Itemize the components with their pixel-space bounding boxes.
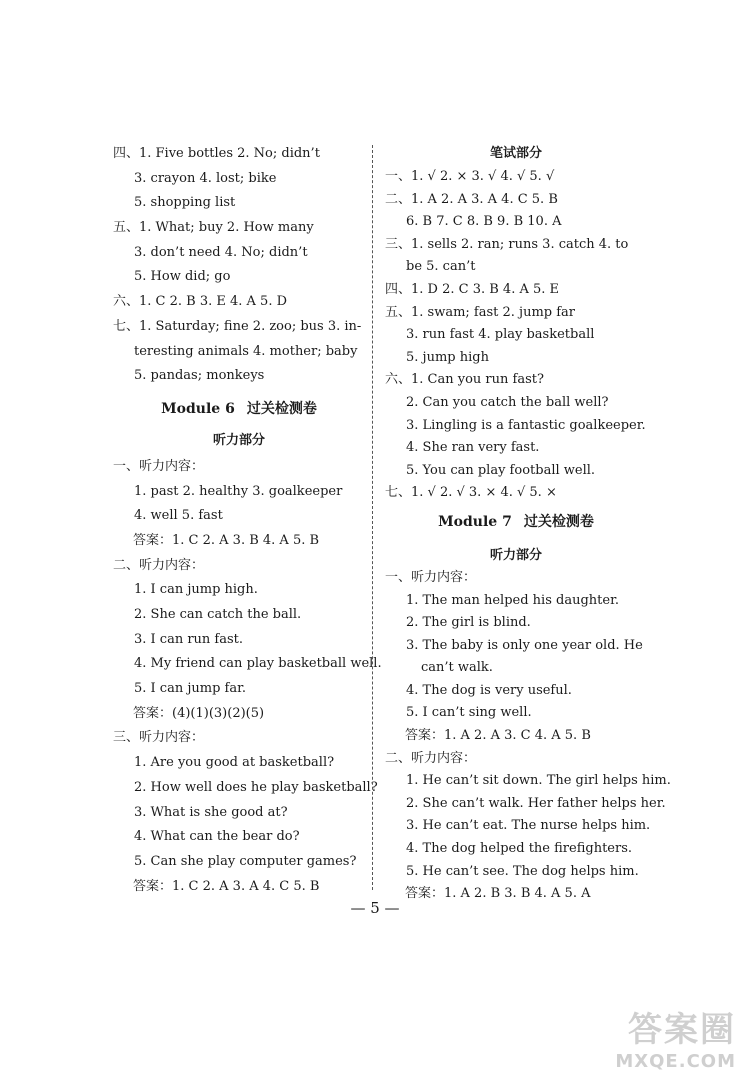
- list-item: 4. My friend can play basketball well.: [134, 656, 382, 672]
- list-item: 5. I can jump far.: [134, 681, 247, 697]
- section-title: 笔试部分: [489, 146, 542, 161]
- list-item: 2. The girl is blind.: [406, 615, 531, 631]
- list-item: 4. well 5. fast: [134, 508, 223, 524]
- part-heading: 二、听力内容：: [385, 750, 477, 766]
- list-item: 3. The baby is only one year old. He: [406, 637, 643, 653]
- watermark: [615, 1002, 736, 1072]
- answer-line: 四、1. D 2. C 3. B 4. A 5. E: [385, 281, 560, 297]
- section-title: 听力部分: [212, 432, 265, 448]
- list-item: 1. He can’t sit down. The girl helps him.: [406, 773, 671, 789]
- page-number: — 5 —: [350, 899, 400, 917]
- module-title-en: Module 7: [438, 513, 512, 530]
- module-title: [113, 389, 365, 423]
- part-heading: 一、听力内容：: [113, 458, 205, 474]
- answer-line: 5. You can play football well.: [406, 462, 596, 478]
- answer-line: 3. Lingling is a fantastic goalkeeper.: [406, 417, 646, 433]
- answer-line: 六、1. Can you run fast?: [385, 372, 544, 388]
- answer-line: 三、1. sells 2. ran; runs 3. catch 4. to: [385, 236, 629, 252]
- answer-line: 六、1. C 2. B 3. E 4. A 5. D: [113, 294, 288, 310]
- answer-line: 二、1. A 2. A 3. A 4. C 5. B: [385, 191, 558, 207]
- answer-line: 6. B 7. C 8. B 9. B 10. A: [406, 214, 562, 230]
- part-heading: 一、听力内容：: [385, 569, 477, 585]
- left-column: [113, 142, 382, 899]
- right-column: [385, 142, 671, 906]
- list-item: 4. The dog helped the firefighters.: [406, 841, 633, 857]
- answer-line: 七、1. √ 2. √ 3. × 4. √ 5. ×: [385, 485, 557, 501]
- list-item: 3. I can run fast.: [134, 631, 244, 647]
- answer-line: 3. don’t need 4. No; didn’t: [134, 244, 308, 260]
- list-item: 5. Can she play computer games?: [134, 853, 357, 869]
- answer-key: 答案：(4)(1)(3)(2)(5): [133, 705, 265, 721]
- module-title-cn: 过关检测卷: [523, 513, 594, 530]
- list-item: 3. What is she good at?: [134, 804, 288, 820]
- list-item: 5. I can’t sing well.: [406, 705, 532, 721]
- module-title-cn: 过关检测卷: [246, 400, 317, 417]
- section-title: 听力部分: [489, 547, 542, 563]
- answer-line: be 5. can’t: [406, 259, 476, 275]
- list-item: 1. Are you good at basketball?: [134, 755, 335, 771]
- list-item: 1. The man helped his daughter.: [406, 592, 619, 608]
- list-item: 4. The dog is very useful.: [406, 682, 572, 698]
- answer-key: 答案：1. C 2. A 3. B 4. A 5. B: [133, 532, 320, 548]
- answer-key: 答案：1. A 2. A 3. C 4. A 5. B: [405, 728, 591, 744]
- answer-line: 5. pandas; monkeys: [134, 368, 265, 384]
- answer-line: 2. Can you catch the ball well?: [406, 394, 609, 410]
- column-divider: [372, 145, 373, 890]
- module-title: [385, 505, 647, 537]
- answer-line: 5. jump high: [406, 349, 489, 365]
- list-item: 3. He can’t eat. The nurse helps him.: [406, 818, 651, 834]
- watermark-url: MXQE.COM: [615, 1051, 736, 1072]
- answer-line: 四、1. Five bottles 2. No; didn’t: [113, 146, 320, 161]
- answer-line: 3. crayon 4. lost; bike: [134, 170, 277, 186]
- watermark-text: 答案圈: [628, 1010, 736, 1050]
- list-item: 2. She can’t walk. Her father helps her.: [406, 795, 666, 811]
- answer-line: 5. shopping list: [134, 195, 236, 211]
- answer-line: 4. She ran very fast.: [406, 440, 540, 456]
- part-heading: 三、听力内容：: [113, 730, 205, 746]
- list-item: can’t walk.: [421, 660, 493, 676]
- list-item: 2. She can catch the ball.: [134, 607, 302, 622]
- answer-line: 七、1. Saturday; fine 2. zoo; bus 3. in-: [113, 318, 362, 334]
- answer-line: 3. run fast 4. play basketball: [406, 327, 595, 343]
- list-item: 4. What can the bear do?: [134, 829, 300, 845]
- answer-line: 5. How did; go: [134, 269, 231, 285]
- list-item: 5. He can’t see. The dog helps him.: [406, 863, 639, 879]
- answer-line: 五、1. What; buy 2. How many: [113, 220, 314, 236]
- answer-line: 五、1. swam; fast 2. jump far: [385, 304, 576, 320]
- answer-line: teresting animals 4. mother; baby: [134, 343, 358, 359]
- list-item: 1. I can jump high.: [134, 582, 258, 598]
- answer-key: 答案：1. C 2. A 3. A 4. C 5. B: [133, 878, 320, 894]
- answer-key: 答案：1. A 2. B 3. B 4. A 5. A: [405, 886, 591, 902]
- module-title-en: Module 6: [161, 400, 235, 417]
- list-item: 2. How well does he play basketball?: [134, 779, 378, 795]
- part-heading: 二、听力内容：: [113, 557, 205, 573]
- answer-line: 一、1. √ 2. × 3. √ 4. √ 5. √: [385, 169, 555, 184]
- list-item: 1. past 2. healthy 3. goalkeeper: [134, 483, 343, 499]
